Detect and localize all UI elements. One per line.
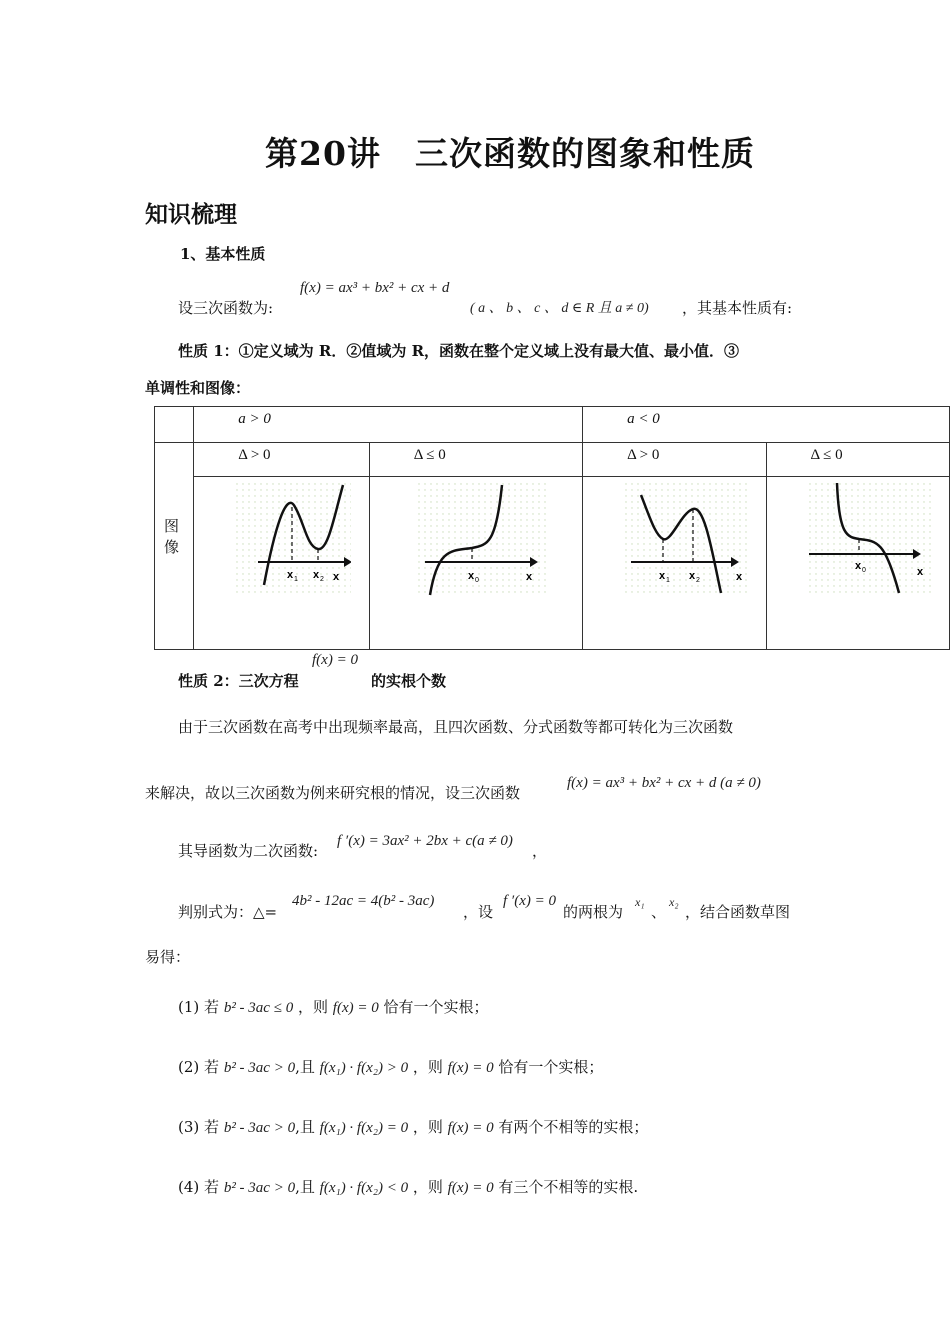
discriminant-formula: 4b² - 12ac = 4(b² - 3ac)	[292, 893, 435, 909]
paragraph-3-tail: ，	[532, 842, 548, 860]
case-product: f(x₁) · f(x₂) = 0	[319, 1120, 409, 1136]
intro-coef: ( a 、 b 、 c 、 d ∈ R 且 a ≠ 0)	[470, 301, 649, 316]
page-title: 第20讲 三次函数的图象和性质	[265, 134, 755, 173]
paragraph-4-mid: ，设	[463, 903, 494, 921]
paragraph-4-tail: ，结合函数草图	[685, 903, 791, 921]
prop2-lead: 性质 2：三次方程	[178, 672, 299, 690]
x1-label: x	[287, 569, 294, 581]
root-x2: x₂	[669, 895, 679, 909]
case-equation: f(x) = 0	[447, 1120, 494, 1136]
paragraph-2: 来解决，故以三次函数为例来研究根的情况，设三次函数	[145, 784, 521, 802]
case-condition: b² - 3ac > 0	[223, 1180, 296, 1196]
case-product: f(x₁) · f(x₂) > 0	[319, 1060, 409, 1076]
header-a-neg: a < 0	[583, 407, 950, 443]
svg-text:1: 1	[294, 576, 299, 583]
root-x1: x₁	[635, 895, 645, 909]
x0-label: x	[854, 560, 861, 572]
case-mid: ，则	[412, 1178, 443, 1196]
x-label: x	[736, 571, 743, 583]
graph-cell-4	[766, 477, 949, 650]
paragraph-3-formula: f ′(x) = 3ax² + 2bx + c(a ≠ 0)	[337, 833, 513, 849]
row-label: 图像	[155, 443, 194, 650]
subhead: 1、基本性质	[180, 245, 266, 263]
case-1	[178, 996, 489, 1017]
corner-cell	[155, 407, 194, 443]
graph-cell-2	[369, 477, 582, 650]
case-num: (3) 若	[178, 1118, 220, 1136]
graph-cell-3	[583, 477, 766, 650]
graph-a-pos-delta-pos	[194, 477, 351, 649]
case-equation: f(x) = 0	[332, 1000, 379, 1016]
x2-label: x	[689, 570, 696, 582]
header-a-pos: a > 0	[194, 407, 583, 443]
case-condition: b² - 3ac > 0	[223, 1060, 296, 1076]
paragraph-5: 易得：	[145, 948, 191, 966]
delta-pos-2: Δ > 0	[583, 443, 766, 477]
case-and: ,且	[295, 1058, 315, 1076]
root-sep: 、	[651, 903, 667, 921]
prop2-tail: 的实根个数	[371, 672, 447, 690]
case-result: 恰有一个实根；	[498, 1058, 604, 1076]
derivative-zero: f ′(x) = 0	[503, 893, 556, 909]
case-2	[178, 1056, 603, 1077]
x-label: x	[916, 566, 923, 578]
graph-a-pos-delta-le	[370, 477, 565, 649]
property-table	[154, 406, 950, 650]
case-result: 有两个不相等的实根；	[498, 1118, 649, 1136]
prop1-line1: 性质 1：①定义域为 R．②值域为 R，函数在整个定义域上没有最大值、最小值．③	[178, 342, 740, 360]
case-mid: ，则	[412, 1118, 443, 1136]
svg-text:2: 2	[320, 576, 325, 583]
paragraph-1: 由于三次函数在高考中出现频率最高，且四次函数、分式函数等都可转化为三次函数	[178, 718, 734, 736]
graph-cell-1	[194, 477, 369, 650]
delta-pos-1: Δ > 0	[194, 443, 369, 477]
case-product: f(x₁) · f(x₂) < 0	[319, 1180, 409, 1196]
case-num: (4) 若	[178, 1178, 220, 1196]
case-result: 恰有一个实根；	[383, 998, 489, 1016]
intro-formula: f(x) = ax³ + bx² + cx + d	[300, 280, 450, 296]
svg-text:2: 2	[696, 577, 701, 584]
svg-text:1: 1	[666, 577, 671, 584]
case-3	[178, 1116, 648, 1137]
delta-le-1: Δ ≤ 0	[369, 443, 582, 477]
case-mid: ，则	[297, 998, 328, 1016]
x0-label: x	[467, 570, 474, 582]
graph-a-neg-delta-pos	[583, 477, 748, 649]
x-label: x	[333, 571, 340, 583]
case-and: ,且	[295, 1178, 315, 1196]
delta-le-2: Δ ≤ 0	[766, 443, 949, 477]
paragraph-2-formula: f(x) = ax³ + bx² + cx + d (a ≠ 0)	[567, 775, 761, 791]
case-and: ,且	[295, 1118, 315, 1136]
svg-text:0: 0	[474, 577, 479, 584]
x2-label: x	[313, 569, 320, 581]
case-mid: ，则	[412, 1058, 443, 1076]
section-heading: 知识梳理	[145, 201, 237, 228]
paragraph-4: 判别式为：△=	[178, 903, 278, 921]
case-num: (2) 若	[178, 1058, 220, 1076]
case-4	[178, 1176, 638, 1197]
case-equation: f(x) = 0	[447, 1060, 494, 1076]
prop1-line2: 单调性和图像：	[145, 379, 251, 397]
paragraph-4-mid2: 的两根为	[563, 903, 624, 921]
case-equation: f(x) = 0	[447, 1180, 494, 1196]
x1-label: x	[659, 570, 666, 582]
case-condition: b² - 3ac > 0	[223, 1120, 296, 1136]
intro-tail: ，其基本性质有:	[682, 299, 793, 317]
svg-text:0: 0	[861, 567, 866, 574]
paragraph-3: 其导函数为二次函数:	[178, 842, 319, 860]
graph-a-neg-delta-le	[767, 477, 932, 649]
prop2-formula: f(x) = 0	[312, 652, 358, 668]
intro-lead: 设三次函数为:	[178, 299, 274, 317]
x-label: x	[525, 571, 532, 583]
case-result: 有三个不相等的实根.	[498, 1178, 639, 1196]
case-num: (1) 若	[178, 998, 220, 1016]
case-condition: b² - 3ac ≤ 0	[223, 1000, 294, 1016]
